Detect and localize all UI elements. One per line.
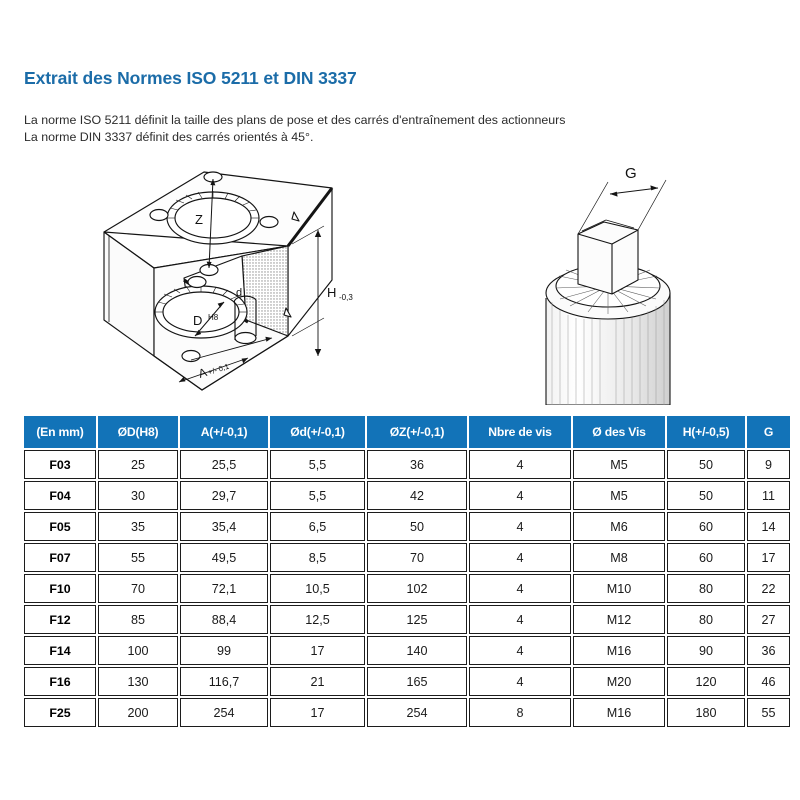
cell-screw-count: 4 [469,512,571,541]
cell-flange-code: F25 [24,698,96,727]
cell-diameter-d: 85 [98,605,178,634]
cell-diameter-d: 35 [98,512,178,541]
cell-screw-diameter: M10 [573,574,665,603]
cell-flange-code: F04 [24,481,96,510]
cell-screw-count: 4 [469,667,571,696]
table-row [24,512,790,541]
table-row [24,481,790,510]
col-header-unit: (En mm) [24,416,96,448]
cell-a: 116,7 [180,667,268,696]
col-header-a: A(+/-0,1) [180,416,268,448]
cell-a: 35,4 [180,512,268,541]
cell-screw-count: 4 [469,543,571,572]
cell-screw-diameter: M8 [573,543,665,572]
table-body [24,450,790,727]
cell-a: 29,7 [180,481,268,510]
col-header-screw-diameter: Ø des Vis [573,416,665,448]
cell-flange-code: F12 [24,605,96,634]
cell-h: 60 [667,512,745,541]
cell-g: 46 [747,667,790,696]
table-row [24,450,790,479]
page-title: Extrait des Normes ISO 5211 et DIN 3337 [24,68,357,88]
cell-diameter-d-small: 12,5 [270,605,365,634]
cell-screw-diameter: M5 [573,481,665,510]
cell-diameter-d-small: 17 [270,698,365,727]
cell-h: 60 [667,543,745,572]
cell-a: 254 [180,698,268,727]
cell-diameter-z: 70 [367,543,467,572]
label-d-bore: D [193,313,203,328]
cell-a: 88,4 [180,605,268,634]
specification-table [22,414,792,729]
cell-diameter-z: 42 [367,481,467,510]
cell-screw-diameter: M20 [573,667,665,696]
cell-h: 80 [667,574,745,603]
label-d-bore-tolerance: H8 [208,313,219,322]
cell-h: 180 [667,698,745,727]
cell-screw-diameter: M6 [573,512,665,541]
cell-diameter-d: 130 [98,667,178,696]
label-d-hole: d [236,287,243,299]
cell-diameter-z: 50 [367,512,467,541]
label-z: Z [195,212,203,227]
cell-diameter-d-small: 5,5 [270,450,365,479]
cell-screw-diameter: M5 [573,450,665,479]
specification-table-container [22,414,776,729]
cell-g: 17 [747,543,790,572]
cell-h: 90 [667,636,745,665]
label-a-dimension: A [196,365,209,381]
cell-diameter-d: 70 [98,574,178,603]
cell-diameter-d: 100 [98,636,178,665]
cell-diameter-d-small: 21 [270,667,365,696]
cell-diameter-z: 140 [367,636,467,665]
cell-flange-code: F16 [24,667,96,696]
cell-screw-count: 4 [469,481,571,510]
technical-drawings [0,160,800,405]
cell-g: 11 [747,481,790,510]
cell-a: 72,1 [180,574,268,603]
cell-flange-code: F03 [24,450,96,479]
table-row [24,605,790,634]
intro-line-2: La norme DIN 3337 définit des carrés orientés à 45°. [24,130,314,144]
cell-diameter-d-small: 8,5 [270,543,365,572]
cell-diameter-d: 55 [98,543,178,572]
cell-g: 36 [747,636,790,665]
cell-diameter-d: 30 [98,481,178,510]
cell-screw-diameter: M12 [573,605,665,634]
table-row [24,636,790,665]
cell-a: 49,5 [180,543,268,572]
cell-g: 22 [747,574,790,603]
col-header-diameter-d-small: Ød(+/-0,1) [270,416,365,448]
figure-mounting-pad [96,160,426,405]
cell-diameter-d-small: 17 [270,636,365,665]
cell-diameter-d: 200 [98,698,178,727]
cell-g: 55 [747,698,790,727]
cell-a: 25,5 [180,450,268,479]
cell-a: 99 [180,636,268,665]
cell-screw-count: 4 [469,636,571,665]
cell-diameter-d: 25 [98,450,178,479]
cell-diameter-z: 36 [367,450,467,479]
col-header-g: G [747,416,790,448]
cell-diameter-z: 254 [367,698,467,727]
table-row [24,543,790,572]
cell-g: 9 [747,450,790,479]
cell-diameter-d-small: 5,5 [270,481,365,510]
table-row [24,698,790,727]
cell-screw-diameter: M16 [573,636,665,665]
cell-diameter-z: 125 [367,605,467,634]
cell-screw-count: 8 [469,698,571,727]
cell-screw-count: 4 [469,605,571,634]
intro-line-1: La norme ISO 5211 définit la taille des plans de pose et des carrés d'entraînement des actionneurs [24,113,566,127]
table-row [24,574,790,603]
cell-h: 80 [667,605,745,634]
table-row [24,667,790,696]
col-header-diameter-d: ØD(H8) [98,416,178,448]
cell-h: 50 [667,450,745,479]
cell-g: 27 [747,605,790,634]
cell-h: 50 [667,481,745,510]
cell-diameter-z: 165 [367,667,467,696]
col-header-h: H(+/-0,5) [667,416,745,448]
cell-diameter-d-small: 10,5 [270,574,365,603]
intro-paragraph [24,112,565,146]
cell-screw-diameter: M16 [573,698,665,727]
label-g: G [625,165,637,182]
col-header-diameter-z: ØZ(+/-0,1) [367,416,467,448]
col-header-screw-count: Nbre de vis [469,416,571,448]
cell-flange-code: F10 [24,574,96,603]
figure-drive-shaft [500,160,790,405]
table-header-row [24,416,790,448]
label-h-tolerance: -0,3 [339,293,353,302]
cell-flange-code: F14 [24,636,96,665]
cell-screw-count: 4 [469,450,571,479]
cell-screw-count: 4 [469,574,571,603]
cell-flange-code: F07 [24,543,96,572]
cell-h: 120 [667,667,745,696]
label-h-dimension: H [327,285,337,300]
cell-diameter-d-small: 6,5 [270,512,365,541]
cell-diameter-z: 102 [367,574,467,603]
cell-flange-code: F05 [24,512,96,541]
cell-g: 14 [747,512,790,541]
label-a-tolerance: +/- 0,1 [206,361,231,377]
